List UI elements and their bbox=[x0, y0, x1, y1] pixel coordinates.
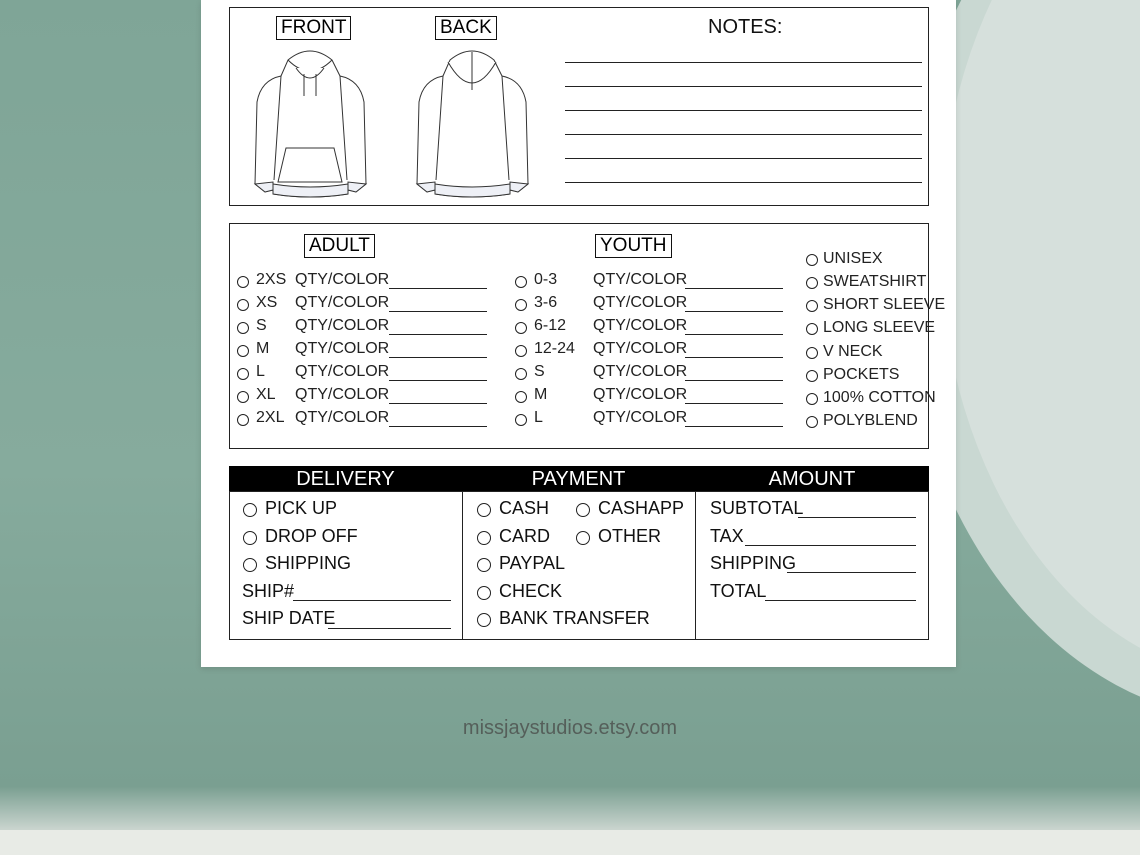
notes-label: NOTES: bbox=[708, 16, 783, 38]
option-label: V NECK bbox=[823, 343, 883, 360]
youth-qty-label: QTY/COLOR bbox=[593, 409, 688, 426]
option-radio[interactable] bbox=[806, 277, 818, 289]
amount-header: AMOUNT bbox=[768, 468, 856, 490]
delivery-option-label: DROP OFF bbox=[265, 526, 358, 546]
tax-label: TAX bbox=[710, 526, 744, 546]
adult-size-radio[interactable] bbox=[237, 299, 249, 311]
adult-label: ADULT bbox=[304, 234, 375, 258]
youth-size-radio[interactable] bbox=[515, 368, 527, 380]
youth-label: YOUTH bbox=[595, 234, 672, 258]
delivery-radio-pickup[interactable] bbox=[243, 503, 257, 517]
payment-option-label: BANK TRANSFER bbox=[499, 608, 650, 628]
youth-size-label: 6-12 bbox=[534, 317, 567, 334]
youth-qty-label: QTY/COLOR bbox=[593, 317, 688, 334]
payment-radio-card[interactable] bbox=[477, 531, 491, 545]
shipping-amount-line[interactable] bbox=[787, 572, 916, 573]
adult-qty-line[interactable] bbox=[389, 334, 487, 335]
payment-header: PAYMENT bbox=[531, 468, 626, 490]
front-label: FRONT bbox=[276, 16, 351, 40]
youth-qty-label: QTY/COLOR bbox=[593, 340, 688, 357]
total-label: TOTAL bbox=[710, 581, 767, 601]
payment-option-label: CASHAPP bbox=[598, 498, 685, 518]
adult-qty-label: QTY/COLOR bbox=[295, 271, 390, 288]
option-label: UNISEX bbox=[823, 250, 883, 267]
option-label: 100% COTTON bbox=[823, 389, 936, 406]
payment-radio-check[interactable] bbox=[477, 586, 491, 600]
option-label: LONG SLEEVE bbox=[823, 319, 936, 336]
adult-qty-label: QTY/COLOR bbox=[295, 340, 390, 357]
delivery-radio-dropoff[interactable] bbox=[243, 531, 257, 545]
payment-radio-cashapp[interactable] bbox=[576, 503, 590, 517]
option-radio[interactable] bbox=[806, 254, 818, 266]
youth-size-radio[interactable] bbox=[515, 322, 527, 334]
adult-size-radio[interactable] bbox=[237, 391, 249, 403]
payment-option-label: OTHER bbox=[598, 526, 661, 546]
payment-option-label: CASH bbox=[499, 498, 550, 518]
notes-line-2[interactable] bbox=[565, 86, 922, 87]
youth-size-label: L bbox=[534, 409, 543, 426]
delivery-option-label: SHIPPING bbox=[265, 553, 352, 573]
subtotal-label: SUBTOTAL bbox=[710, 498, 804, 518]
adult-size-label: 2XL bbox=[256, 409, 285, 426]
adult-size-radio[interactable] bbox=[237, 276, 249, 288]
option-radio[interactable] bbox=[806, 300, 818, 312]
ship-date-line[interactable] bbox=[328, 628, 451, 629]
youth-size-label: 12-24 bbox=[534, 340, 575, 357]
youth-qty-line[interactable] bbox=[685, 288, 783, 289]
delivery-option-label: PICK UP bbox=[265, 498, 338, 518]
adult-qty-line[interactable] bbox=[389, 380, 487, 381]
adult-size-radio[interactable] bbox=[237, 345, 249, 357]
option-radio[interactable] bbox=[806, 416, 818, 428]
adult-qty-line[interactable] bbox=[389, 311, 487, 312]
youth-qty-line[interactable] bbox=[685, 380, 783, 381]
payment-radio-paypal[interactable] bbox=[477, 558, 491, 572]
youth-size-radio[interactable] bbox=[515, 414, 527, 426]
youth-qty-line[interactable] bbox=[685, 403, 783, 404]
youth-qty-label: QTY/COLOR bbox=[593, 363, 688, 380]
youth-size-label: 0-3 bbox=[534, 271, 558, 288]
adult-size-radio[interactable] bbox=[237, 414, 249, 426]
youth-size-radio[interactable] bbox=[515, 299, 527, 311]
adult-size-radio[interactable] bbox=[237, 368, 249, 380]
shop-url: missjaystudios.etsy.com bbox=[462, 717, 678, 739]
ship-number-line[interactable] bbox=[293, 600, 451, 601]
payment-option-label: CARD bbox=[499, 526, 551, 546]
adult-qty-label: QTY/COLOR bbox=[295, 294, 390, 311]
adult-qty-line[interactable] bbox=[389, 357, 487, 358]
youth-size-radio[interactable] bbox=[515, 276, 527, 288]
option-label: POCKETS bbox=[823, 366, 900, 383]
option-label: POLYBLEND bbox=[823, 412, 918, 429]
subtotal-line[interactable] bbox=[798, 517, 916, 518]
delivery-radio-shipping[interactable] bbox=[243, 558, 257, 572]
option-radio[interactable] bbox=[806, 347, 818, 359]
notes-line-5[interactable] bbox=[565, 158, 922, 159]
youth-size-label: S bbox=[534, 363, 545, 380]
adult-qty-label: QTY/COLOR bbox=[295, 317, 390, 334]
youth-size-radio[interactable] bbox=[515, 391, 527, 403]
adult-qty-line[interactable] bbox=[389, 403, 487, 404]
adult-size-label: S bbox=[256, 317, 267, 334]
option-radio[interactable] bbox=[806, 393, 818, 405]
youth-qty-label: QTY/COLOR bbox=[593, 386, 688, 403]
column-divider bbox=[695, 491, 696, 640]
total-line[interactable] bbox=[765, 600, 916, 601]
youth-qty-label: QTY/COLOR bbox=[593, 271, 688, 288]
back-label: BACK bbox=[435, 16, 497, 40]
youth-qty-line[interactable] bbox=[685, 334, 783, 335]
ship-date-label: SHIP DATE bbox=[242, 608, 336, 628]
adult-qty-label: QTY/COLOR bbox=[295, 409, 390, 426]
adult-qty-label: QTY/COLOR bbox=[295, 363, 390, 380]
payment-radio-cash[interactable] bbox=[477, 503, 491, 517]
adult-size-label: 2XS bbox=[256, 271, 287, 288]
hoodie-front-icon bbox=[248, 44, 373, 200]
notes-line-6[interactable] bbox=[565, 182, 922, 183]
adult-size-label: XS bbox=[256, 294, 278, 311]
payment-radio-bank-transfer[interactable] bbox=[477, 613, 491, 627]
adult-size-radio[interactable] bbox=[237, 322, 249, 334]
option-radio[interactable] bbox=[806, 323, 818, 335]
option-label: SHORT SLEEVE bbox=[823, 296, 946, 313]
youth-qty-line[interactable] bbox=[685, 311, 783, 312]
hoodie-back-icon bbox=[410, 44, 535, 200]
adult-qty-line[interactable] bbox=[389, 426, 487, 427]
adult-qty-line[interactable] bbox=[389, 288, 487, 289]
payment-radio-other[interactable] bbox=[576, 531, 590, 545]
youth-size-radio[interactable] bbox=[515, 345, 527, 357]
option-label: SWEATSHIRT bbox=[823, 273, 927, 290]
option-radio[interactable] bbox=[806, 370, 818, 382]
youth-qty-line[interactable] bbox=[685, 357, 783, 358]
payment-option-label: CHECK bbox=[499, 581, 563, 601]
floor-strip bbox=[0, 830, 1140, 855]
youth-qty-label: QTY/COLOR bbox=[593, 294, 688, 311]
tax-line[interactable] bbox=[745, 545, 916, 546]
youth-size-label: M bbox=[534, 386, 548, 403]
ship-number-label: SHIP# bbox=[242, 581, 295, 601]
youth-size-label: 3-6 bbox=[534, 294, 558, 311]
delivery-header: DELIVERY bbox=[296, 468, 395, 490]
notes-line-3[interactable] bbox=[565, 110, 922, 111]
notes-line-4[interactable] bbox=[565, 134, 922, 135]
notes-line-1[interactable] bbox=[565, 62, 922, 63]
adult-size-label: XL bbox=[256, 386, 276, 403]
payment-option-label: PAYPAL bbox=[499, 553, 566, 573]
adult-size-label: M bbox=[256, 340, 270, 357]
youth-qty-line[interactable] bbox=[685, 426, 783, 427]
adult-qty-label: QTY/COLOR bbox=[295, 386, 390, 403]
shipping-amount-label: SHIPPING bbox=[710, 553, 797, 573]
adult-size-label: L bbox=[256, 363, 265, 380]
column-divider bbox=[462, 491, 463, 640]
